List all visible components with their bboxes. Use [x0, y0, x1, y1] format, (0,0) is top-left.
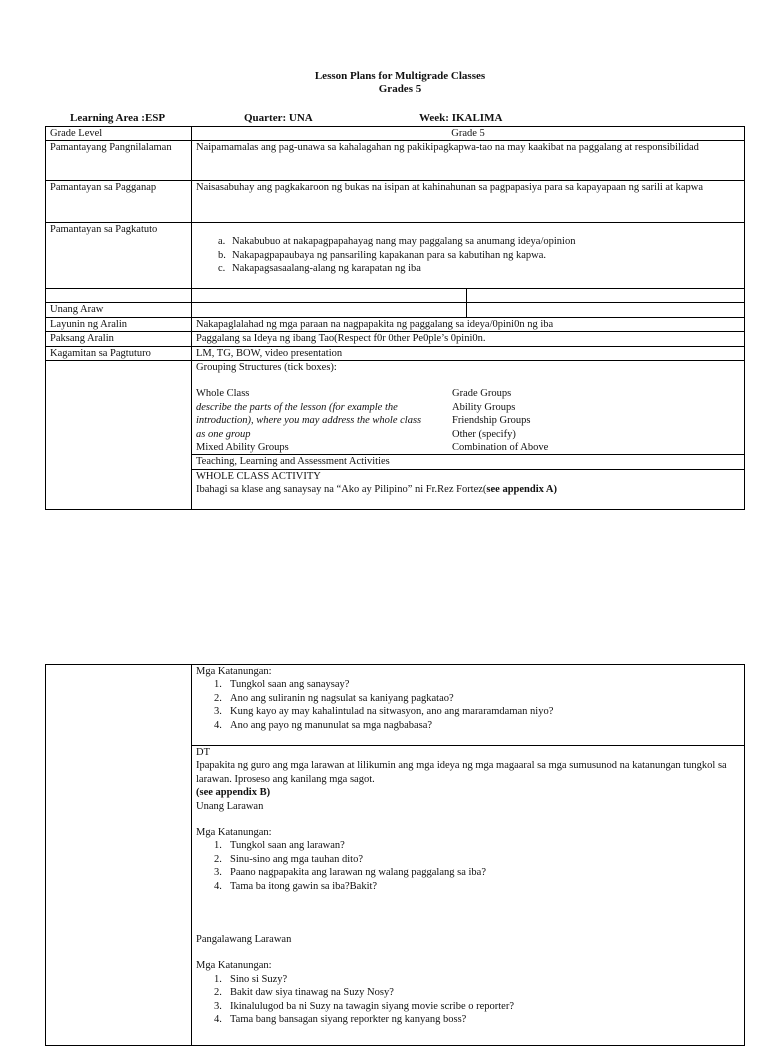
whole-class-activity-cell [192, 469, 745, 509]
layunin-value: Nakapaglalahad ng mga paraan na nagpapakita ng paggalang sa ideya/0pini0n ng iba [192, 317, 745, 331]
grouping-structures [196, 387, 740, 454]
pagganap-value: Naisasabuhay ang pagkakaroon ng bukas na isipan at kahinahunan sa pagpapasiya para sa kapayapaan ng sarili at kapwa [192, 181, 745, 223]
appendix-a: see appendix A) [486, 484, 558, 496]
mixed-ability: Mixed Ability Groups [196, 442, 289, 454]
list-item: 2. Bakit daw siya tinawag na Suzy Nosy? [214, 987, 394, 999]
list-item: 2. Sinu-sino ang mga tauhan dito? [214, 853, 363, 865]
whole-class-desc: describe the parts of the lesson (for example the introduction), where you may address the whole class as one group [196, 401, 422, 440]
q3-heading: Mga Katanungan: [196, 960, 272, 972]
ability-groups: Ability Groups [452, 401, 516, 413]
list-item: 3. Ikinalulugod ba ni Suzy na tawagin siyang movie scribe o reporter? [214, 1000, 515, 1012]
list-item: 3. Paano nagpapakita ang larawan ng walang paggalang sa iba? [214, 867, 486, 879]
list-item: 1. Tungkol saan ang larawan? [214, 840, 345, 852]
teaching-heading: Teaching, Learning and Assessment Activities [192, 455, 745, 469]
lesson-plan-table [45, 126, 745, 510]
list-item: 4. Tama bang bansagan siyang reporkter ng kanyang boss? [214, 1014, 467, 1026]
q1-list [196, 678, 740, 732]
unang-araw-label: Unang Araw [46, 303, 192, 317]
list-item: 3. Kung kayo ay may kahalintulad na sitwasyon, ano ang mararamdaman niyo? [214, 706, 554, 718]
q1-heading: Mga Katanungan: [196, 666, 272, 677]
grade-groups: Grade Groups [452, 388, 512, 400]
quarter: Quarter: UNA [244, 112, 313, 124]
row-pagganap [46, 181, 745, 223]
grouping-cell [192, 361, 745, 455]
q2-heading: Mga Katanungan: [196, 827, 272, 839]
row-pangnilalaman [46, 141, 745, 181]
row-layunin [46, 317, 745, 331]
grade-level-label: Grade Level [46, 127, 192, 141]
whole-class-activity: WHOLE CLASS ACTIVITY [196, 470, 321, 482]
list-item: b. Nakapagpapaubaya ng pansariling kapakanan para sa kabutihan ng kapwa. [218, 249, 547, 261]
pagganap-label: Pamantayan sa Pagganap [46, 181, 192, 223]
whole-class: Whole Class [196, 388, 250, 400]
document-title: Lesson Plans for Multigrade Classes [314, 70, 486, 82]
pangnilalaman-label: Pamantayang Pangnilalaman [46, 141, 192, 181]
pagkatuto-label: Pamantayan sa Pagkatuto [46, 223, 192, 289]
pagkatuto-list [196, 235, 740, 275]
other-specify: Other (specify) [452, 428, 516, 440]
row-pagkatuto [46, 223, 745, 289]
paksang-value: Paggalang sa Ideya ng ibang Tao(Respect f0r 0ther Pe0ple’s 0pini0n. [192, 332, 745, 346]
kagamitan-label: Kagamitan sa Pagtuturo [46, 346, 192, 360]
layunin-label: Layunin ng Aralin [46, 317, 192, 331]
week: Week: IKALIMA [419, 112, 503, 124]
dt-text: Ipapakita ng guro ang mga larawan at lilikumin ang mga ideya ng mga magaaral sa mga sumusunod na katanungan tungkol sa larawan. Iproseso ang kanilang mga sagot. [196, 760, 727, 785]
list-item: 4. Tama ba itong gawin sa iba?Bakit? [214, 880, 378, 892]
list-item: a. Nakabubuo at nakapagpapahayag nang may paggalang sa anumang ideya/opinion [218, 236, 576, 248]
dt-label: DT [196, 747, 210, 758]
ibahagi-text: Ibahagi sa klase ang sanaysay na “Ako ay Pilipino” ni Fr.Rez Fortez(see appendix A) [196, 484, 558, 496]
grade-level-value: Grade 5 [192, 127, 745, 141]
row-unang-araw [46, 303, 745, 317]
list-item: 4. Ano ang payo ng manunulat sa mga nagbabasa? [214, 719, 433, 731]
row-grade-level [46, 127, 745, 141]
appendix-b: (see appendix B) [196, 787, 271, 799]
q2-list [196, 839, 740, 893]
document-subtitle: Grades 5 [378, 83, 422, 95]
row-blank [46, 289, 745, 303]
kagamitan-value: LM, TG, BOW, video presentation [192, 346, 745, 360]
row-activities [46, 361, 745, 455]
row-kagamitan [46, 346, 745, 360]
pangalawang-larawan: Pangalawang Larawan [196, 934, 292, 946]
unang-larawan: Unang Larawan [196, 800, 264, 812]
grouping-heading: Grouping Structures (tick boxes): [196, 362, 337, 374]
pangnilalaman-value: Naipamamalas ang pag-unawa sa kahalagahan ng pakikipagkapwa-tao na may kaakibat na paggalang at responsibilidad [192, 141, 745, 181]
friendship-groups: Friendship Groups [452, 415, 531, 427]
combination: Combination of Above [452, 442, 549, 454]
learning-area: Learning Area :ESP [70, 112, 166, 124]
row-paksang [46, 332, 745, 346]
q1-cell [192, 665, 745, 746]
paksang-label: Paksang Aralin [46, 332, 192, 346]
list-item: c. Nakapagsasaalang-alang ng karapatan ng iba [218, 263, 421, 275]
list-item: 2. Ano ang suliranin ng nagsulat sa kaniyang pagkatao? [214, 692, 454, 704]
list-item: 1. Tungkol saan ang sanaysay? [214, 679, 350, 691]
q3-list [196, 973, 740, 1027]
list-item: 1. Sino si Suzy? [214, 973, 288, 985]
pagkatuto-cell [192, 223, 745, 289]
page2-table [45, 664, 745, 1046]
row-q1 [46, 665, 745, 746]
dt-cell [192, 746, 745, 1046]
